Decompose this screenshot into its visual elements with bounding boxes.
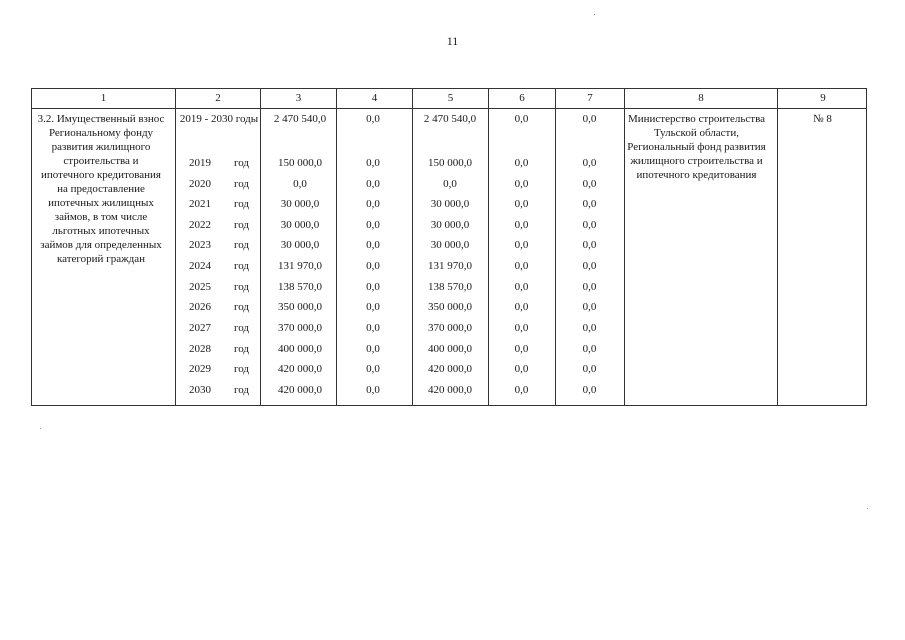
value-c7: 0,0	[582, 157, 597, 169]
value-c5: 150 000,0	[428, 157, 472, 169]
value-c6: 0,0	[514, 281, 529, 293]
value-c5: 370 000,0	[428, 322, 472, 334]
table-row	[32, 320, 866, 336]
scan-speck	[867, 508, 868, 509]
year-cell: 2029	[189, 363, 211, 375]
header-cell-5: 5	[447, 92, 454, 104]
total-c6: 0,0	[514, 113, 529, 125]
program-table	[31, 88, 867, 406]
value-c7: 0,0	[582, 239, 597, 251]
table-row	[32, 299, 866, 315]
value-c6: 0,0	[514, 301, 529, 313]
header-row	[32, 89, 866, 109]
year-suffix: год	[234, 260, 250, 272]
period-label: 2019 - 2030 годы	[179, 113, 259, 125]
year-suffix: год	[234, 343, 250, 355]
total-c7: 0,0	[582, 113, 597, 125]
value-c3: 131 970,0	[278, 260, 322, 272]
year-cell: 2028	[189, 343, 211, 355]
value-c7: 0,0	[582, 260, 597, 272]
scan-speck	[594, 14, 595, 15]
value-c4: 0,0	[366, 384, 380, 396]
value-c6: 0,0	[514, 322, 529, 334]
value-c6: 0,0	[514, 219, 529, 231]
value-c5: 0,0	[443, 178, 457, 190]
scan-speck	[40, 428, 41, 429]
indicator-reference: № 8	[813, 113, 832, 125]
year-suffix: год	[234, 239, 250, 251]
year-suffix: год	[234, 219, 250, 231]
year-cell: 2026	[189, 301, 211, 313]
value-c7: 0,0	[582, 322, 597, 334]
value-c3: 0,0	[293, 178, 307, 190]
year-suffix: год	[234, 281, 250, 293]
value-c5: 400 000,0	[428, 343, 472, 355]
year-cell: 2024	[189, 260, 211, 272]
value-c3: 400 000,0	[278, 343, 322, 355]
year-cell: 2025	[189, 281, 211, 293]
header-cell-7: 7	[587, 92, 593, 104]
value-c6: 0,0	[514, 260, 529, 272]
value-c4: 0,0	[366, 301, 380, 313]
year-cell: 2027	[189, 322, 211, 334]
value-c4: 0,0	[366, 239, 380, 251]
value-c7: 0,0	[582, 219, 597, 231]
value-c4: 0,0	[366, 178, 380, 190]
value-c5: 30 000,0	[430, 198, 470, 210]
value-c5: 30 000,0	[430, 219, 470, 231]
value-c3: 350 000,0	[278, 301, 322, 313]
value-c7: 0,0	[582, 363, 597, 375]
value-c6: 0,0	[514, 343, 529, 355]
value-c6: 0,0	[514, 384, 529, 396]
header-cell-4: 4	[371, 92, 378, 104]
value-c4: 0,0	[366, 157, 380, 169]
year-suffix: год	[234, 363, 250, 375]
responsible-executor: Министерство строительства Тульской области, Региональный фонд развития жилищного строительства и ипотечного кредитования	[627, 113, 766, 181]
year-suffix: год	[234, 157, 250, 169]
value-c5: 138 570,0	[428, 281, 472, 293]
value-c7: 0,0	[582, 198, 597, 210]
value-c7: 0,0	[582, 301, 597, 313]
value-c3: 30 000,0	[280, 198, 320, 210]
value-c6: 0,0	[514, 157, 529, 169]
value-c3: 420 000,0	[278, 363, 322, 375]
value-c4: 0,0	[366, 363, 380, 375]
value-c6: 0,0	[514, 178, 529, 190]
year-cell: 2023	[189, 239, 211, 251]
total-c5: 2 470 540,0	[423, 113, 477, 125]
table-row	[32, 258, 866, 274]
year-cell: 2022	[189, 219, 211, 231]
year-suffix: год	[234, 198, 250, 210]
value-c3: 420 000,0	[278, 384, 322, 396]
table-row	[32, 361, 866, 377]
value-c3: 30 000,0	[280, 239, 320, 251]
value-c4: 0,0	[366, 219, 380, 231]
header-cell-1: 1	[100, 92, 107, 104]
value-c5: 420 000,0	[428, 384, 472, 396]
table-row	[32, 196, 866, 212]
value-c7: 0,0	[582, 281, 597, 293]
total-c3: 2 470 540,0	[273, 113, 327, 125]
year-suffix: год	[234, 322, 250, 334]
value-c4: 0,0	[366, 343, 380, 355]
table-row	[32, 279, 866, 295]
value-c6: 0,0	[514, 363, 529, 375]
table-row	[32, 237, 866, 253]
value-c3: 138 570,0	[278, 281, 322, 293]
value-c6: 0,0	[514, 198, 529, 210]
value-c5: 420 000,0	[428, 363, 472, 375]
header-cell-9: 9	[820, 92, 826, 104]
table-row	[32, 341, 866, 357]
value-c7: 0,0	[582, 178, 597, 190]
year-suffix: год	[234, 178, 250, 190]
table-row	[32, 217, 866, 233]
value-c3: 370 000,0	[278, 322, 322, 334]
value-c4: 0,0	[366, 198, 380, 210]
header-cell-6: 6	[519, 92, 525, 104]
table-row	[32, 382, 866, 398]
value-c6: 0,0	[514, 239, 529, 251]
value-c7: 0,0	[582, 384, 597, 396]
value-c5: 30 000,0	[430, 239, 470, 251]
value-c7: 0,0	[582, 343, 597, 355]
value-c4: 0,0	[366, 322, 380, 334]
header-cell-8: 8	[698, 92, 704, 104]
year-cell: 2019	[189, 157, 211, 169]
value-c4: 0,0	[366, 281, 380, 293]
value-c3: 30 000,0	[280, 219, 320, 231]
measure-description: 3.2. Имущественный взнос Региональному фонду развития жилищного строительства и ипотечного кредитования на предоставление ипотечных жилищных займов, в том числе льготных ипотечных займов для определенных категорий граждан	[37, 113, 165, 265]
year-cell: 2021	[189, 198, 211, 210]
value-c5: 350 000,0	[428, 301, 472, 313]
year-cell: 2030	[189, 384, 211, 396]
header-cell-2: 2	[215, 92, 221, 104]
year-suffix: год	[234, 301, 250, 313]
value-c4: 0,0	[366, 260, 380, 272]
value-c5: 131 970,0	[428, 260, 472, 272]
year-suffix: год	[234, 384, 250, 396]
header-cell-3: 3	[295, 92, 302, 104]
value-c3: 150 000,0	[278, 157, 322, 169]
year-cell: 2020	[189, 178, 211, 190]
total-c4: 0,0	[366, 113, 380, 125]
page-number: 11	[446, 34, 459, 48]
